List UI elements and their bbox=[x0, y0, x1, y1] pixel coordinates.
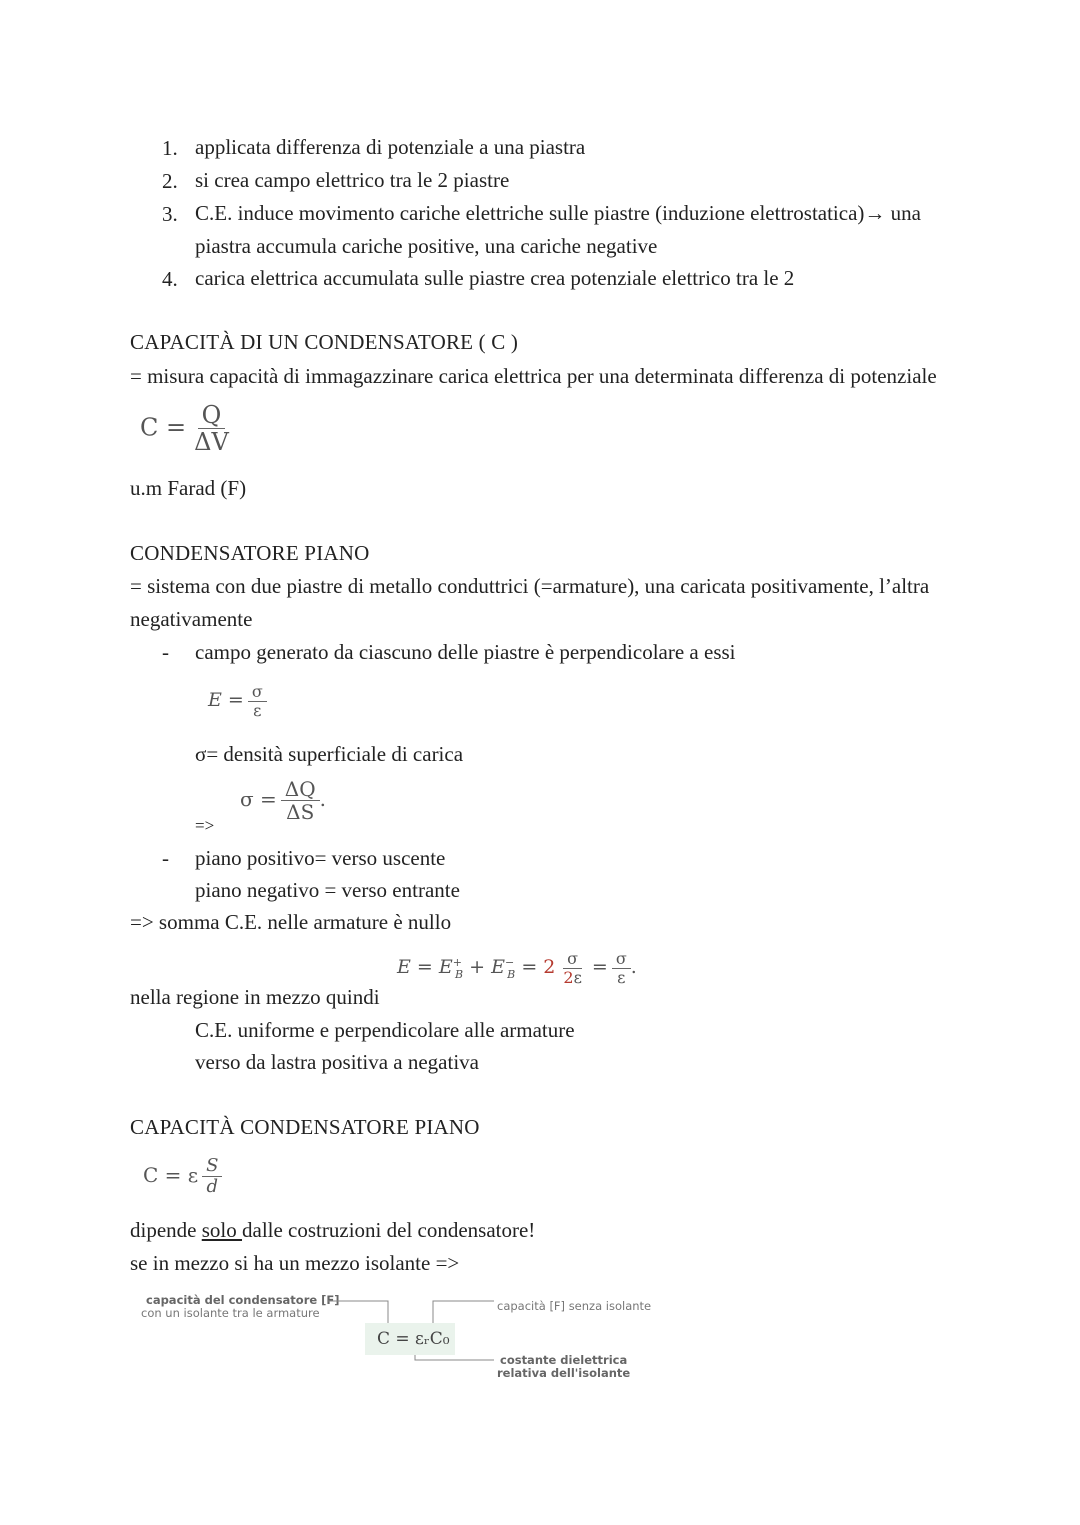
diagram-left-label-cont: con un isolante tra le armature bbox=[141, 1306, 320, 1320]
piano-bullet-2b: piano negativo = verso entrante bbox=[195, 878, 460, 902]
step-number: 1. bbox=[162, 136, 178, 160]
capacita-definition: = misura capacità di immagazzinare carica elettrica per una determinata differenza di potenziale bbox=[130, 364, 937, 388]
diagram-right-top-label: capacità [F] senza isolante bbox=[497, 1299, 652, 1313]
implies-arrow: => bbox=[195, 816, 215, 835]
sigma-formula: σ = $\frac{\Delta Q}{\Delta S}$ . bbox=[240, 777, 326, 824]
piano-bullet-1: campo generato da ciascuno delle piastre è perpendicolare a essi bbox=[195, 640, 736, 664]
step-number: 4. bbox=[162, 267, 178, 291]
step-4-text: carica elettrica accumulata sulle piastre crea potenziale elettrico tra le 2 bbox=[195, 266, 795, 290]
cap-piano-formula: C = ε $\frac{S}{d}$ bbox=[143, 1156, 222, 1197]
step-3-text-cont: piastra accumula cariche positive, una cariche negative bbox=[195, 234, 658, 258]
piano-definition: = sistema con due piastre di metallo conduttrici (=armature), una caricata positivamente, l’altra bbox=[130, 574, 930, 598]
section-heading-capacita: CAPACITÀ DI UN CONDENSATORE ( C ) bbox=[130, 330, 519, 354]
sum-formula: $E = E^+_B + E^-_B = 2$ $\frac{\sigma}{2\varepsilon}$ = $\frac{\sigma}{\varepsilon}$ . bbox=[397, 949, 637, 987]
diagram-right-bottom-label-cont: relativa dell'isolante bbox=[497, 1366, 631, 1380]
depends-text: dipende solo dalle costruzioni del condensatore! bbox=[130, 1218, 536, 1242]
step-1-text: applicata differenza di potenziale a una piastra bbox=[195, 135, 586, 159]
bullet-dash: - bbox=[162, 640, 169, 664]
isolante-text: se in mezzo si ha un mezzo isolante => bbox=[130, 1251, 460, 1275]
direction-text: verso da lastra positiva a negativa bbox=[195, 1050, 479, 1074]
region-text: nella regione in mezzo quindi bbox=[130, 985, 380, 1009]
diagram-right-bottom-label: costante dielettrica bbox=[500, 1353, 628, 1367]
step-number: 3. bbox=[162, 202, 178, 226]
bullet-dash: - bbox=[162, 846, 169, 870]
capacita-formula: C = $\frac{Q}{\Delta V}$ bbox=[140, 401, 229, 457]
piano-definition-cont: negativamente bbox=[130, 607, 253, 631]
step-number: 2. bbox=[162, 169, 178, 193]
section-heading-cap-piano: CAPACITÀ CONDENSATORE PIANO bbox=[130, 1115, 480, 1139]
diagram-left-label: capacità del condensatore [F] bbox=[146, 1293, 340, 1307]
sum-text: => somma C.E. nelle armature è nullo bbox=[130, 910, 452, 934]
diagram-formula: C = εᵣC₀ bbox=[377, 1329, 450, 1349]
step-2-text: si crea campo elettrico tra le 2 piastre bbox=[195, 168, 510, 192]
piano-bullet-2: piano positivo= verso uscente bbox=[195, 846, 446, 870]
capacita-unit: u.m Farad (F) bbox=[130, 476, 247, 500]
field-formula: E = $\frac{\sigma}{\varepsilon}$ bbox=[208, 683, 267, 719]
sigma-definition: σ= densità superficiale di carica bbox=[195, 742, 464, 766]
step-3-text: C.E. induce movimento cariche elettriche sulle piastre (induzione elettrostatica)→ una bbox=[195, 201, 921, 225]
uniform-text: C.E. uniforme e perpendicolare alle armature bbox=[195, 1018, 575, 1042]
section-heading-piano: CONDENSATORE PIANO bbox=[130, 541, 370, 565]
